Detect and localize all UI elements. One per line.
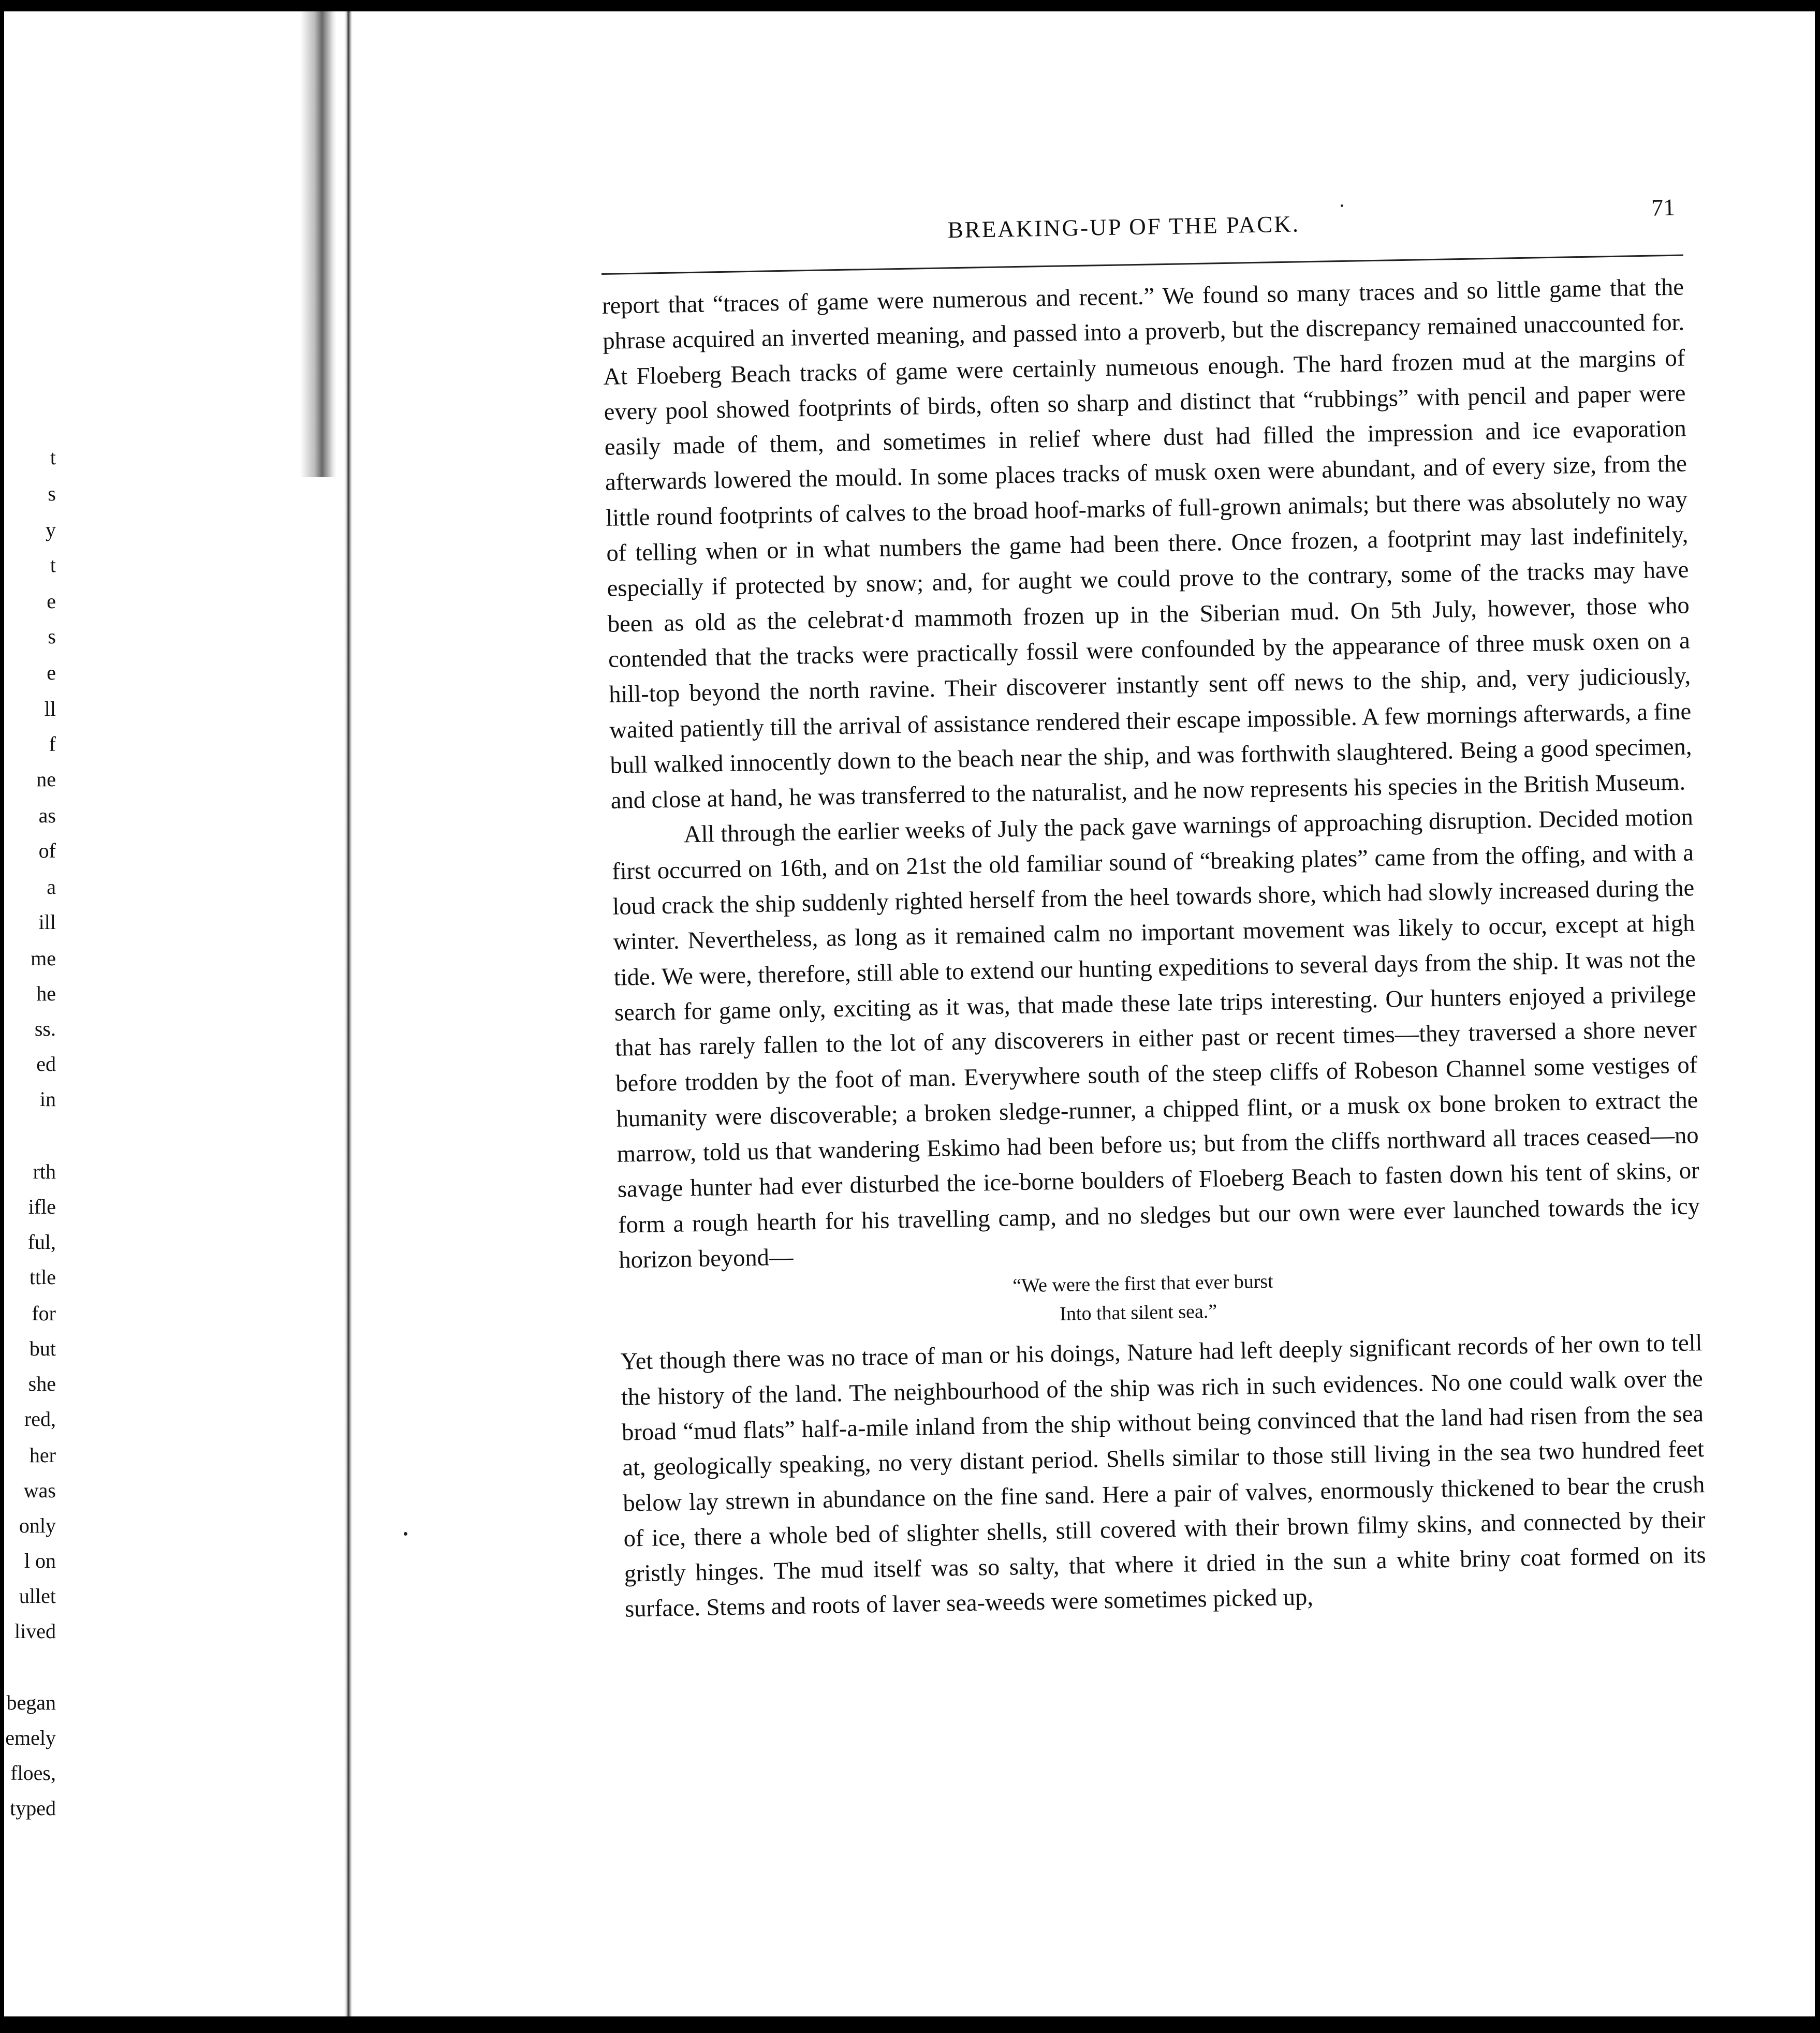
header-rule	[601, 255, 1683, 275]
facing-page-fragment: ullet	[19, 1584, 56, 1608]
facing-page-fragment: a	[47, 875, 56, 898]
facing-page-fragment: ill	[38, 910, 56, 934]
binding-shadow	[300, 11, 336, 477]
facing-page-fragment: floes,	[10, 1761, 56, 1785]
facing-page-fragment: rth	[33, 1160, 56, 1183]
running-head	[600, 193, 1709, 259]
facing-page-fragment: ne	[36, 768, 56, 791]
facing-page-fragment: ed	[36, 1052, 56, 1076]
facing-page-fragment: e	[47, 661, 56, 684]
facing-page-fragment: t	[50, 446, 56, 469]
facing-page-fragment: f	[49, 732, 56, 756]
facing-page-fragment: as	[38, 804, 56, 827]
running-title: BREAKING-UP OF THE PACK.	[947, 211, 1300, 243]
facing-page-fragment: red,	[24, 1407, 56, 1431]
scan-border-right	[1815, 0, 1820, 2033]
facing-page-fragment: ll	[44, 697, 56, 720]
facing-page-fragment: s	[48, 482, 56, 505]
book-page	[600, 193, 1737, 1843]
facing-page-fragment: began	[6, 1691, 56, 1714]
facing-page-fragment: me	[31, 947, 56, 970]
facing-page-fragment: ifle	[28, 1195, 56, 1218]
scan-border-top	[0, 0, 1820, 11]
facing-page-fragment: but	[29, 1337, 56, 1360]
scan-border-bottom	[0, 2016, 1820, 2033]
paragraph: report that “traces of game were numerous and recent.” We found so many traces and so little game that the phrase acquired an inverted meaning, and passed into a proverb, but the discrepancy remained unaccounted for. At Floeberg Beach tracks of game were certainly numeιous enough. The hard frozen mud at the margins of every pool showed footprints of birds, often so sharp and distinct that “rubbings” with pencil and paper were easily made of them, and sometimes in relief where dust had filled the impression and ice evaporation afterwards lowered the mould. In some places tracks of musk oxen were abundant, and of every size, from the little round footprints of calves to the broad hoof-marks of full-grown animals; but there was absolutely no way of telling when or in what numbers the game had been there. Once frozen, a footprint may last indefinitely, especially if protected by snow; and, for aught we could prove to the contrary, some of the tracks may have been as old as the celebrat·d mammoth frozen up in the Siberian mud. On 5th July, however, those who contended that the tracks were practically fossil were confounded by the appearance of three musk oxen on a hill-top beyond the north ravine. Their discoverer instantly sent off news to the ship, and, very judiciously, waited patiently till the arrival of assistance rendered their escape impossible. A few mornings afterwards, a fine bull walked innocently down to the beach near the ship, and was forthwith slaughtered. Being a good specimen, and close at hand, he was transferred to the naturalist, and he now represents his species in the British Museum.	[601, 274, 1692, 814]
verse-quotation	[1012, 1260, 1702, 1330]
facing-page-fragment: of	[38, 839, 56, 862]
facing-page-fragment: she	[28, 1372, 56, 1395]
facing-page-fragment: ttle	[29, 1265, 56, 1289]
facing-page-fragment: t	[50, 553, 56, 577]
facing-page-fragment: ful,	[27, 1230, 56, 1254]
facing-page-fragment: in	[39, 1087, 56, 1111]
body-text	[602, 270, 1707, 1628]
verse-line: “We were the first that ever burst	[1012, 1270, 1274, 1297]
facing-page-fragment: emely	[5, 1726, 56, 1749]
facing-page-fragment: only	[19, 1514, 56, 1537]
facing-page-fragment: he	[36, 982, 56, 1005]
paragraph: All through the earlier weeks of July the pack gave warnings of approaching disruption. Decided motion first occurred on 16th, and on 21st the old familiar sound of “breaking plates” came from the offing, and with a loud crack the ship suddenly righted herself from the heel towards shore, which had slowly increased during the winter. Nevertheless, as long as it remained calm no important movement was likely to occur, except at high tide. We were, therefore, still able to extend our hunting expeditions to several days from the ship. It was not the search for game only, exciting as it was, that made these late trips interesting. Our hunters enjoyed a privilege that has rarely fallen to the lot of any discoverers in either past or recent times—they traversed a shore never before trodden by the foot of man. Everywhere south of the steep cliffs of Robeson Channel some vestiges of humanity were discoverable; a broken sledge-runner, a chipped flint, or a musk ox bone broken to extract the marrow, told us that wandering Eskimo had been before us; but from the cliffs northward all traces ceased—no savage hunter had ever disturbed the ice-borne boulders of Floeberg Beach to fasten down his tent of skins, or form a rough hearth for his travelling camp, and no sledges but our own were ever launched towards the icy horizon beyond—	[611, 804, 1700, 1274]
facing-page-fragment: her	[29, 1443, 56, 1467]
facing-page-fragment: typed	[10, 1796, 56, 1820]
page-number: 71	[1651, 194, 1676, 221]
facing-page-fragment: ss.	[34, 1017, 56, 1040]
facing-page-fragment: for	[32, 1302, 56, 1325]
scan-border-left	[0, 0, 4, 2033]
facing-page-fragment: s	[48, 625, 56, 648]
book-gutter	[344, 11, 353, 2016]
facing-page-fragment: was	[23, 1479, 56, 1502]
facing-page-fragment: e	[47, 590, 56, 613]
scan-speck	[404, 1532, 407, 1536]
facing-page-fragment: y	[46, 518, 56, 541]
paragraph: Yet though there was no trace of man or his doings, Nature had left deeply significant records of her own to tell the history of the land. The neighbourhood of the ship was rich in such evidences. No one could walk over the broad “mud flats” half-a-mile inland from the ship without being convinced that the land had risen from the sea at, geologically speaking, no very distant period. Shells similar to those still living in the sea two hundred feet below lay strewn in abundance on the fine sand. Here a pair of valves, enormously thickened to bear the crush of ice, there a whole bed of slighter shells, still covered with their brown filmy skins, and connected by their gristly hinges. The mud itself was so salty, that where it dried in the sun a white briny coat formed on its surface. Stems and roots of laver sea-weeds were sometimes picked up,	[620, 1330, 1707, 1623]
facing-page-fragment: l on	[24, 1549, 56, 1572]
verse-line: Into that silent sea.”	[1059, 1300, 1217, 1325]
facing-page-fragment: lived	[14, 1619, 56, 1643]
